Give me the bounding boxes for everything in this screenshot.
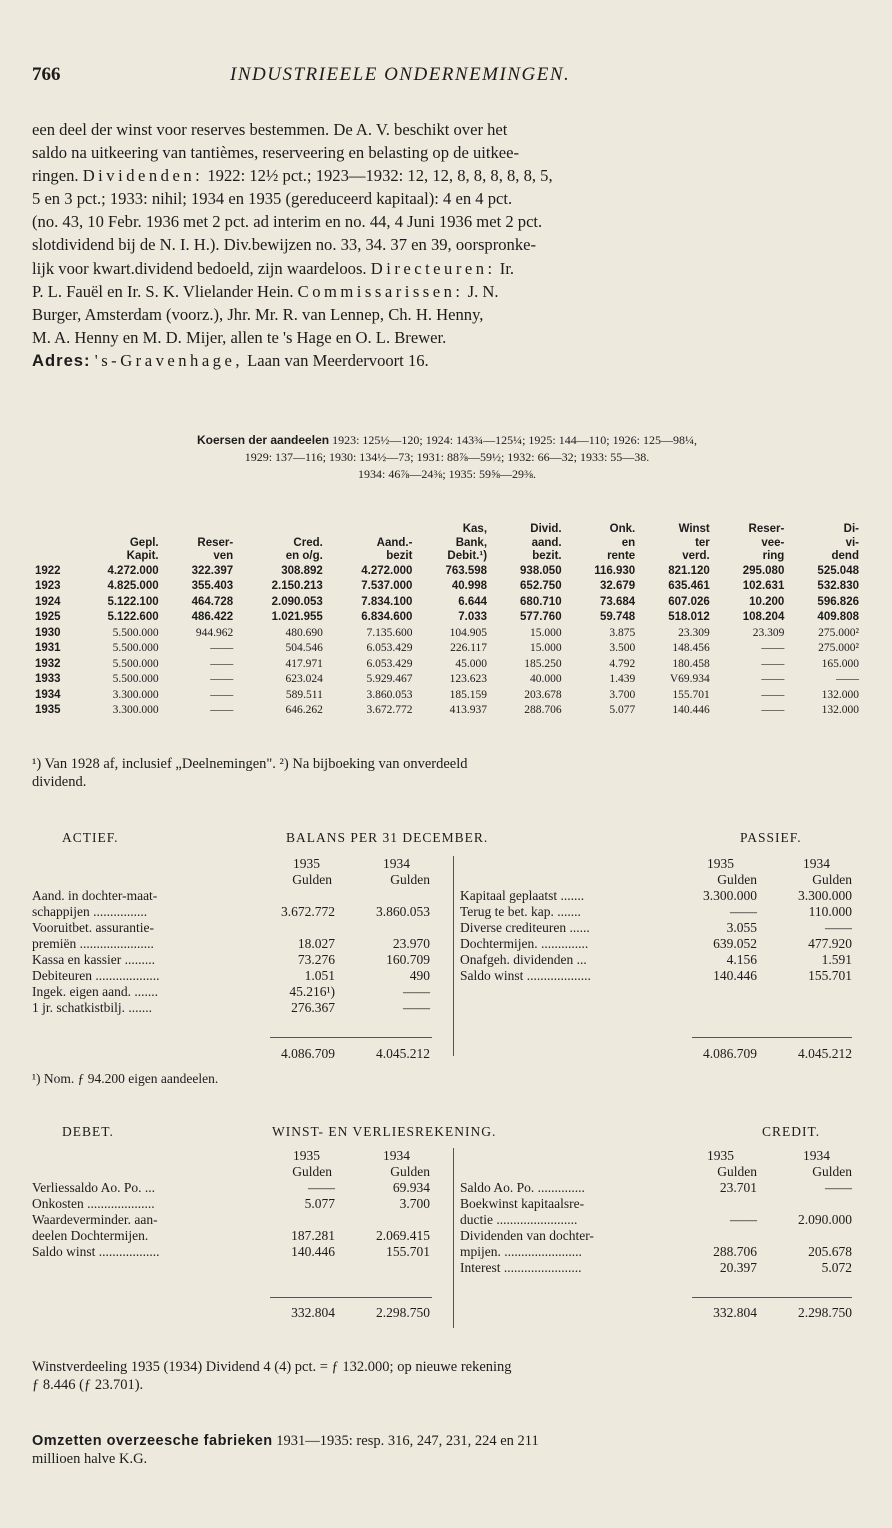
account-value: —— bbox=[730, 904, 757, 919]
account-label: Kassa en kassier ......... bbox=[32, 952, 155, 967]
value-cell: 680.710 bbox=[520, 595, 562, 608]
text-line: P. L. Fauël en Ir. S. K. Vlielander Hein. Commissarissen: J. N. bbox=[32, 281, 499, 301]
year-cell: 1932 bbox=[35, 657, 61, 670]
account-label: Dochtermijen. .............. bbox=[460, 936, 589, 951]
table-row bbox=[32, 703, 862, 719]
account-value: 187.281 bbox=[291, 1228, 335, 1243]
value-cell: 15.000 bbox=[529, 642, 562, 654]
account-value: 477.920 bbox=[808, 936, 852, 951]
value-cell: 6.053.429 bbox=[366, 642, 413, 654]
account-label: Aand. in dochter-maat- bbox=[32, 888, 158, 903]
value-cell: 504.546 bbox=[285, 642, 323, 654]
account-label: ductie ........................ bbox=[460, 1212, 578, 1227]
value-cell: 7.033 bbox=[458, 611, 488, 623]
account-value: 490 bbox=[409, 968, 430, 983]
company-description bbox=[32, 118, 862, 372]
text-line: Burger, Amsterdam (voorz.), Jhr. Mr. R. van Lennep, Ch. H. Henny, bbox=[32, 304, 484, 324]
value-cell: 3.500 bbox=[609, 642, 636, 654]
value-cell: 607.026 bbox=[668, 595, 710, 608]
account-label: deelen Dochtermijen. bbox=[32, 1228, 149, 1243]
value-cell: 6.834.600 bbox=[361, 611, 413, 623]
value-cell: 73.684 bbox=[600, 595, 636, 608]
column-header: en bbox=[621, 536, 636, 549]
value-cell: 525.048 bbox=[817, 564, 859, 577]
account-value: —— bbox=[403, 1000, 430, 1015]
value-cell: 763.598 bbox=[445, 564, 488, 577]
balans-footnote: ¹) Nom. ƒ 94.200 eigen aandeelen. bbox=[32, 1071, 219, 1086]
account-value: 110.000 bbox=[808, 904, 852, 919]
value-cell: 32.679 bbox=[600, 580, 636, 592]
account-label: Dividenden van dochter- bbox=[460, 1228, 594, 1243]
value-cell: 623.024 bbox=[285, 673, 323, 685]
value-cell: 944.962 bbox=[195, 626, 234, 639]
value-cell: 2.150.213 bbox=[271, 580, 323, 592]
value-cell: —— bbox=[761, 657, 785, 670]
value-cell: 518.012 bbox=[668, 611, 710, 623]
value-cell: 2.090.053 bbox=[271, 595, 323, 608]
account-value: 45.216¹) bbox=[289, 984, 335, 999]
value-cell: V69.934 bbox=[669, 673, 710, 685]
debet-block: 1935 1934 Gulden Gulden Verliessaldo Ao. Po. ... —— 69.934 Onkosten .................... 5.077 3.700 Waardeverminder. aan- deelen Dochtermijen. 187.281 2.069.415 Saldo winst .................. 140.446 155.701 bbox=[32, 1148, 430, 1259]
actief-title: ACTIEF. bbox=[62, 830, 119, 845]
column-header: Onk. bbox=[609, 523, 636, 535]
column-header: bezit. bbox=[532, 550, 562, 562]
text-line: slotdividend bij de N. I. H.). Div.bewijzen no. 33, 34. 37 en 39, oorspronke- bbox=[32, 235, 537, 255]
value-cell: 155.701 bbox=[672, 688, 710, 701]
value-cell: 938.050 bbox=[520, 564, 562, 577]
account-value: 3.860.053 bbox=[376, 904, 430, 919]
account-row bbox=[460, 920, 852, 936]
column-header bbox=[32, 523, 72, 537]
table-row bbox=[32, 688, 862, 704]
debet-title: DEBET. bbox=[62, 1124, 114, 1139]
column-header bbox=[32, 537, 72, 551]
account-row bbox=[460, 968, 852, 984]
account-row bbox=[32, 952, 430, 968]
value-cell: 6.644 bbox=[458, 595, 488, 608]
column-header: Kapit. bbox=[126, 550, 159, 562]
passief-title: PASSIEF. bbox=[740, 830, 802, 845]
account-value: 288.706 bbox=[713, 1244, 757, 1259]
account-value: 18.027 bbox=[297, 936, 335, 951]
actief-block: 1935 1934 Gulden Gulden Aand. in dochter-maat- schappijen ................ 3.672.772 3.860.053 Vooruitbet. assurantie- premiën ...................... 18.027 23.970 Kassa en kassier ......... 73.276 160.709 Debiteuren ................... 1.051 490 Ingek. eigen aand. ....... 45.216¹) —— 1 jr. schatkistbilj. ....... 276.367 —— bbox=[32, 856, 430, 1015]
column-header: Reser- bbox=[197, 536, 234, 549]
value-cell: —— bbox=[210, 657, 234, 670]
account-value: 2.090.000 bbox=[798, 1212, 852, 1227]
account-label: Saldo winst ................... bbox=[460, 968, 591, 983]
account-value: 639.052 bbox=[713, 936, 757, 951]
commissarissen-label: Commissarissen: bbox=[297, 281, 464, 301]
account-label: Waardeverminder. aan- bbox=[32, 1212, 158, 1227]
value-cell: —— bbox=[210, 688, 234, 701]
column-header: Divid. bbox=[530, 523, 562, 535]
column-header bbox=[72, 523, 162, 537]
value-cell: 7.537.000 bbox=[361, 580, 413, 592]
value-cell: —— bbox=[761, 704, 785, 716]
debet-total: 332.804 2.298.750 bbox=[291, 1305, 430, 1320]
value-cell: 5.122.100 bbox=[107, 595, 159, 608]
account-value: —— bbox=[308, 1180, 335, 1195]
value-cell: 3.700 bbox=[609, 688, 636, 701]
dividend-label: Dividenden: bbox=[82, 166, 204, 186]
account-row bbox=[460, 1244, 852, 1260]
financial-history-table bbox=[32, 523, 862, 719]
winst-title: WINST- EN VERLIESREKENING. bbox=[272, 1124, 497, 1139]
value-cell: 288.706 bbox=[524, 704, 562, 716]
account-value: 276.367 bbox=[291, 1000, 335, 1015]
year-cell: 1933 bbox=[35, 673, 61, 685]
text-line: saldo na uitkeering van tantièmes, reserveering en belasting op de uitkee- bbox=[32, 143, 520, 163]
balans-title: BALANS PER 31 DECEMBER. bbox=[286, 830, 489, 845]
account-value: 23.701 bbox=[719, 1180, 757, 1195]
table-row bbox=[32, 641, 862, 657]
directeuren-label: Directeuren: bbox=[370, 258, 496, 278]
account-row bbox=[32, 920, 430, 936]
divider bbox=[453, 856, 454, 1056]
column-header: dend bbox=[831, 550, 859, 562]
account-label: schappijen ................ bbox=[32, 904, 148, 919]
column-header: Bank, bbox=[455, 536, 488, 549]
value-cell: 4.825.000 bbox=[107, 580, 159, 592]
total-rule bbox=[692, 1297, 852, 1298]
value-cell: 23.309 bbox=[678, 626, 710, 639]
value-cell: —— bbox=[210, 673, 234, 685]
value-cell: 3.875 bbox=[609, 626, 636, 639]
value-cell: 1.439 bbox=[609, 673, 636, 685]
column-header: Cred. bbox=[293, 536, 323, 549]
value-cell: 577.760 bbox=[520, 611, 562, 623]
running-title: INDUSTRIEELE ONDERNEMINGEN. bbox=[230, 64, 571, 85]
account-label: Terug te bet. kap. ....... bbox=[460, 904, 581, 919]
account-row bbox=[460, 936, 852, 952]
value-cell: —— bbox=[761, 688, 785, 701]
value-cell: 275.000² bbox=[818, 642, 859, 654]
table-row bbox=[32, 626, 862, 642]
account-label: Diverse crediteuren ...... bbox=[460, 920, 590, 935]
value-cell: 5.500.000 bbox=[112, 626, 159, 639]
total-rule bbox=[270, 1297, 432, 1298]
value-cell: 646.262 bbox=[285, 704, 323, 716]
text-line: lijk voor kwart.dividend bedoeld, zijn waardeloos. Directeuren: Ir. bbox=[32, 258, 515, 278]
value-cell: 185.159 bbox=[449, 688, 488, 701]
column-header: Kas, bbox=[462, 523, 488, 535]
value-cell: 165.000 bbox=[821, 657, 859, 670]
column-header: bezit bbox=[386, 550, 413, 562]
year-cell: 1930 bbox=[35, 626, 61, 639]
value-cell: 148.456 bbox=[672, 642, 710, 654]
value-cell: 15.000 bbox=[529, 626, 562, 639]
account-value: —— bbox=[825, 1180, 852, 1195]
column-header: ring bbox=[762, 550, 785, 562]
value-cell: —— bbox=[761, 673, 785, 685]
account-label: Vooruitbet. assurantie- bbox=[32, 920, 154, 935]
value-cell: 821.120 bbox=[668, 564, 710, 577]
value-cell: 3.860.053 bbox=[366, 688, 413, 701]
account-label: 1 jr. schatkistbilj. ....... bbox=[32, 1000, 152, 1015]
account-value: —— bbox=[825, 920, 852, 935]
table-row bbox=[32, 564, 862, 580]
value-cell: 1.021.955 bbox=[271, 611, 323, 623]
account-value: 3.300.000 bbox=[798, 888, 852, 903]
account-row bbox=[32, 1212, 430, 1228]
passief-block: 1935 1934 Gulden Gulden Kapitaal geplaatst ....... 3.300.000 3.300.000 Terug te bet. kap. ....... —— 110.000 Diverse crediteuren ...... 3.055 —— Dochtermijen. .............. 639.052 477.920 Onafgeh. dividenden ... 4.156 1.591 Saldo winst ................... 140.446 155.701 bbox=[460, 856, 852, 983]
year-cell: 1923 bbox=[35, 580, 61, 592]
value-cell: 486.422 bbox=[191, 611, 234, 623]
account-row bbox=[460, 1196, 852, 1212]
page-number: 766 bbox=[32, 64, 61, 85]
value-cell: 45.000 bbox=[455, 657, 488, 670]
value-cell: 4.272.000 bbox=[361, 564, 413, 577]
year-cell: 1924 bbox=[35, 595, 61, 608]
passief-total: 4.086.709 4.045.212 bbox=[703, 1046, 852, 1061]
table-row bbox=[32, 610, 862, 626]
account-label: Verliessaldo Ao. Po. ... bbox=[32, 1180, 155, 1195]
value-cell: 132.000 bbox=[821, 688, 859, 701]
column-header: ven bbox=[213, 550, 234, 562]
value-cell: 108.204 bbox=[742, 611, 785, 623]
value-cell: 104.905 bbox=[449, 626, 488, 639]
value-cell: 116.930 bbox=[594, 564, 636, 577]
value-cell: 652.750 bbox=[520, 580, 562, 592]
account-value: 160.709 bbox=[386, 952, 430, 967]
column-header: vi- bbox=[845, 536, 859, 549]
value-cell: 589.511 bbox=[285, 688, 323, 701]
credit-title: CREDIT. bbox=[762, 1124, 821, 1139]
value-cell: 355.403 bbox=[191, 580, 234, 592]
value-cell: 226.117 bbox=[450, 642, 488, 654]
account-label: premiën ...................... bbox=[32, 936, 154, 951]
account-label: Onafgeh. dividenden ... bbox=[460, 952, 587, 967]
text-line: (no. 43, 10 Febr. 1936 met 2 pct. ad interim en no. 44, 4 Juni 1936 met 2 pct. bbox=[32, 212, 543, 232]
value-cell: 59.748 bbox=[600, 611, 636, 623]
value-cell: 23.309 bbox=[752, 626, 785, 639]
value-cell: 5.122.600 bbox=[107, 611, 159, 623]
value-cell: 417.971 bbox=[285, 657, 323, 670]
text-line: ringen. Dividenden: 1922: 12½ pct.; 1923—1932: 12, 12, 8, 8, 8, 8, 8, 5, bbox=[32, 166, 553, 186]
table-row bbox=[32, 657, 862, 673]
column-header: Aand.- bbox=[376, 536, 413, 549]
text-line: een deel der winst voor reserves bestemmen. De A. V. beschikt over het bbox=[32, 120, 508, 139]
value-cell: 7.834.100 bbox=[361, 595, 413, 608]
table-header-row bbox=[32, 537, 862, 551]
column-header: Di- bbox=[843, 523, 859, 535]
value-cell: 480.690 bbox=[285, 626, 323, 639]
account-value: 2.069.415 bbox=[376, 1228, 430, 1243]
account-row bbox=[32, 888, 430, 904]
column-header bbox=[236, 523, 326, 537]
account-label: mpijen. ....................... bbox=[460, 1244, 582, 1259]
value-cell: 308.892 bbox=[281, 564, 323, 577]
account-value: 3.055 bbox=[726, 920, 757, 935]
account-value: 140.446 bbox=[291, 1244, 335, 1259]
account-value: 205.678 bbox=[808, 1244, 852, 1259]
account-row bbox=[460, 1228, 852, 1244]
table-row bbox=[32, 579, 862, 595]
account-row bbox=[32, 904, 430, 920]
account-row bbox=[460, 888, 852, 904]
account-value: 155.701 bbox=[808, 968, 852, 983]
account-row bbox=[32, 1000, 430, 1016]
account-label: Saldo Ao. Po. .............. bbox=[460, 1180, 585, 1195]
value-cell: 635.461 bbox=[668, 580, 710, 592]
omzetten: Omzetten overzeesche fabrieken 1931—1935: resp. 316, 247, 231, 224 en 211 millioen halve K.G. bbox=[32, 1433, 539, 1467]
account-row bbox=[32, 1180, 430, 1196]
account-row bbox=[32, 1244, 430, 1260]
account-value: 3.672.772 bbox=[281, 904, 335, 919]
account-value: 20.397 bbox=[719, 1260, 757, 1275]
account-value: 3.700 bbox=[399, 1196, 430, 1211]
account-row bbox=[460, 952, 852, 968]
value-cell: 140.446 bbox=[672, 704, 710, 716]
value-cell: 123.623 bbox=[449, 673, 488, 685]
column-header: ter bbox=[695, 536, 710, 549]
account-value: 69.934 bbox=[392, 1180, 430, 1195]
value-cell: 5.500.000 bbox=[112, 673, 159, 685]
account-value: —— bbox=[730, 1212, 757, 1227]
account-value: —— bbox=[403, 984, 430, 999]
share-prices: Koersen der aandeelen 1923: 125½—120; 1924: 143¾—125¼; 1925: 144—110; 1926: 125—98¼, 1929: 137—116; 1930: 134½—73; 1931: 88⅞—59½; 1932: 66—32; 1933: 55—38. 1934: 46⅞—24⅜; 1935: 59⅝—29⅜. bbox=[197, 433, 697, 481]
account-value: 140.446 bbox=[713, 968, 757, 983]
omzetten-label: Omzetten overzeesche fabrieken bbox=[32, 1433, 273, 1449]
account-value: 3.300.000 bbox=[703, 888, 757, 903]
value-cell: 409.808 bbox=[817, 611, 859, 623]
value-cell: 6.053.429 bbox=[366, 657, 413, 670]
account-row bbox=[32, 968, 430, 984]
value-cell: —— bbox=[836, 673, 859, 685]
column-header: Winst bbox=[678, 523, 710, 535]
total-rule bbox=[270, 1037, 432, 1038]
account-label: Interest ....................... bbox=[460, 1260, 582, 1275]
value-cell: 4.792 bbox=[609, 657, 636, 670]
value-cell: 102.631 bbox=[742, 580, 785, 592]
column-header bbox=[32, 550, 72, 564]
credit-block: 1935 1934 Gulden Gulden Saldo Ao. Po. .............. 23.701 —— Boekwinst kapitaalsre- ductie ........................ —— 2.090.000 Dividenden van dochter- mpijen. ....................... 288.706 205.678 Interest ....................... 20.397 5.072 bbox=[460, 1148, 852, 1275]
total-rule bbox=[692, 1037, 852, 1038]
value-cell: 295.080 bbox=[742, 564, 785, 577]
credit-total: 332.804 2.298.750 bbox=[713, 1305, 852, 1320]
column-header: Debit.¹) bbox=[447, 550, 488, 562]
account-label: Saldo winst .................. bbox=[32, 1244, 160, 1259]
value-cell: 5.929.467 bbox=[366, 673, 413, 685]
column-header: vee- bbox=[761, 536, 785, 549]
value-cell: 5.077 bbox=[609, 704, 636, 716]
table-footnote: ¹) Van 1928 af, inclusief „Deelnemingen". ²) Na bijboeking van onverdeeld dividend. bbox=[32, 756, 468, 790]
account-value: 5.077 bbox=[304, 1196, 335, 1211]
text-line: 5 en 3 pct.; 1933: nihil; 1934 en 1935 (gereduceerd kapitaal): 4 en 4 pct. bbox=[32, 189, 513, 209]
table-row bbox=[32, 672, 862, 688]
value-cell: 10.200 bbox=[749, 595, 785, 608]
account-label: Ingek. eigen aand. ....... bbox=[32, 984, 158, 999]
year-cell: 1931 bbox=[35, 642, 61, 654]
value-cell: 322.397 bbox=[191, 564, 234, 577]
account-row bbox=[32, 984, 430, 1000]
value-cell: 3.300.000 bbox=[112, 704, 159, 716]
value-cell: 3.300.000 bbox=[112, 688, 159, 701]
value-cell: 180.458 bbox=[672, 657, 710, 670]
account-row bbox=[460, 904, 852, 920]
table-row bbox=[32, 595, 862, 611]
koersen-label: Koersen der aandeelen bbox=[197, 433, 330, 447]
value-cell: 532.830 bbox=[817, 580, 859, 592]
value-cell: 7.135.600 bbox=[366, 626, 413, 639]
account-label: Boekwinst kapitaalsre- bbox=[460, 1196, 585, 1211]
value-cell: —— bbox=[210, 704, 234, 716]
account-row bbox=[460, 1260, 852, 1276]
column-header: Reser- bbox=[748, 523, 785, 535]
year-cell: 1925 bbox=[35, 611, 61, 623]
account-label: Debiteuren ................... bbox=[32, 968, 160, 983]
account-value: 1.051 bbox=[304, 968, 335, 983]
value-cell: 275.000² bbox=[818, 626, 859, 639]
column-header: Gepl. bbox=[129, 536, 159, 549]
value-cell: 5.500.000 bbox=[112, 657, 159, 670]
value-cell: 596.826 bbox=[817, 595, 859, 608]
table-header-row bbox=[32, 523, 862, 537]
value-cell: 40.998 bbox=[451, 580, 488, 592]
text-line: M. A. Henny en M. D. Mijer, allen te 's Hage en O. L. Brewer. bbox=[32, 327, 447, 347]
value-cell: 3.672.772 bbox=[366, 704, 413, 716]
account-value: 73.276 bbox=[297, 952, 335, 967]
value-cell: 4.272.000 bbox=[107, 564, 159, 577]
table-header-row bbox=[32, 550, 862, 564]
adres-label: Adres: bbox=[32, 350, 91, 370]
year-cell: 1922 bbox=[35, 564, 61, 577]
divider bbox=[453, 1148, 454, 1328]
value-cell: 132.000 bbox=[821, 704, 859, 716]
account-row bbox=[460, 1212, 852, 1228]
value-cell: 40.000 bbox=[529, 673, 562, 685]
winstverdeeling: Winstverdeeling 1935 (1934) Dividend 4 (4) pct. = ƒ 132.000; op nieuwe rekening ƒ 8.446 (ƒ 23.701). bbox=[32, 1359, 512, 1393]
account-row bbox=[32, 1228, 430, 1244]
year-cell: 1935 bbox=[35, 704, 61, 716]
column-header: aand. bbox=[531, 536, 562, 549]
column-header: rente bbox=[607, 550, 636, 562]
account-row bbox=[32, 1196, 430, 1212]
account-value: 155.701 bbox=[386, 1244, 430, 1259]
account-value: 4.156 bbox=[726, 952, 757, 967]
year-cell: 1934 bbox=[35, 688, 61, 701]
address-line: Adres: 's-Gravenhage, Laan van Meerdervoort 16. bbox=[32, 350, 429, 370]
account-label: Kapitaal geplaatst ....... bbox=[460, 888, 585, 903]
account-row bbox=[460, 1180, 852, 1196]
account-value: 1.591 bbox=[821, 952, 852, 967]
column-header bbox=[162, 523, 237, 537]
account-value: 23.970 bbox=[392, 936, 430, 951]
value-cell: —— bbox=[210, 642, 234, 654]
column-header: verd. bbox=[682, 550, 710, 562]
value-cell: —— bbox=[761, 642, 785, 654]
account-row bbox=[32, 936, 430, 952]
account-label: Onkosten .................... bbox=[32, 1196, 155, 1211]
value-cell: 5.500.000 bbox=[112, 642, 159, 654]
value-cell: 185.250 bbox=[524, 657, 562, 670]
actief-total: 4.086.709 4.045.212 bbox=[281, 1046, 430, 1061]
column-header bbox=[326, 523, 416, 537]
value-cell: 413.937 bbox=[449, 704, 488, 716]
column-header: en o/g. bbox=[285, 550, 323, 562]
value-cell: 464.728 bbox=[191, 595, 234, 608]
account-value: 5.072 bbox=[821, 1260, 852, 1275]
value-cell: 203.678 bbox=[524, 688, 562, 701]
